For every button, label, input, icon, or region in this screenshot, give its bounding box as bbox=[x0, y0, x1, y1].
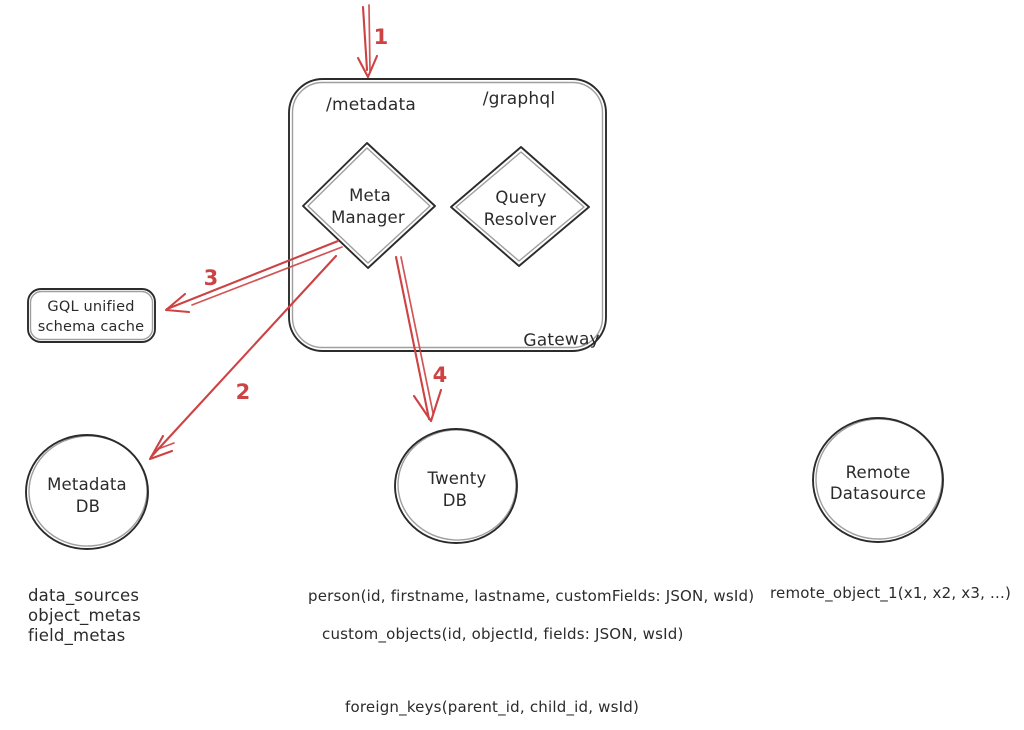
metadata-db-label-line1: Metadata bbox=[47, 475, 127, 494]
twenty-db-table-foreign-keys: foreign_keys(parent_id, child_id, wsId) bbox=[345, 698, 640, 716]
schema-cache-node bbox=[28, 289, 155, 342]
metadata-db-table-3: field_metas bbox=[28, 626, 126, 645]
arrow-3-head bbox=[166, 294, 189, 312]
metadata-db-node bbox=[25, 432, 150, 550]
arrow-1-label: 1 bbox=[373, 25, 389, 49]
metadata-db-table-1: data_sources bbox=[28, 586, 140, 605]
endpoint-metadata-label: /metadata bbox=[326, 95, 416, 115]
arrow-step-2 bbox=[150, 256, 336, 459]
metadata-db-label-line2: DB bbox=[75, 497, 101, 516]
meta-manager-label-line2: Manager bbox=[331, 208, 405, 227]
twenty-db-tables bbox=[308, 587, 754, 717]
query-resolver-label-line1: Query bbox=[495, 188, 547, 207]
remote-datasource-label-line2: Datasource bbox=[829, 484, 927, 503]
arrow-2-label: 2 bbox=[235, 380, 251, 404]
remote-datasource-node bbox=[813, 416, 945, 542]
twenty-db-label-line1: Twenty bbox=[427, 469, 487, 488]
arrow-4-label: 4 bbox=[432, 363, 448, 387]
remote-datasource-tables bbox=[770, 584, 1011, 603]
remote-datasource-table-1: remote_object_1(x1, x2, x3, ...) bbox=[770, 584, 1012, 602]
twenty-db-node bbox=[395, 427, 519, 543]
arrow-3-label: 3 bbox=[203, 266, 219, 290]
arrow-2-shaft bbox=[151, 256, 336, 457]
arrow-1-shaft-echo bbox=[369, 5, 370, 71]
arrow-step-1 bbox=[358, 5, 388, 77]
gateway-label: Gateway bbox=[523, 329, 601, 352]
metadata-db-tables bbox=[28, 586, 141, 646]
arrow-4-head bbox=[414, 390, 441, 421]
endpoint-graphql-label: /graphql bbox=[482, 89, 556, 109]
twenty-db-table-custom-objects: custom_objects(id, objectId, fields: JSON, wsId) bbox=[322, 625, 684, 643]
twenty-db-table-person: person(id, firstname, lastname, customFields: JSON, wsId) bbox=[308, 587, 755, 605]
query-resolver-label-line2: Resolver bbox=[483, 210, 557, 229]
meta-manager-label-line1: Meta bbox=[349, 186, 391, 205]
twenty-db-label-line2: DB bbox=[442, 491, 468, 510]
schema-cache-label-line2: schema cache bbox=[37, 319, 145, 335]
arrow-1-shaft bbox=[363, 7, 367, 70]
remote-datasource-label-line1: Remote bbox=[845, 463, 911, 482]
metadata-db-table-2: object_metas bbox=[28, 606, 141, 625]
schema-cache-label-line1: GQL unified bbox=[47, 299, 135, 315]
